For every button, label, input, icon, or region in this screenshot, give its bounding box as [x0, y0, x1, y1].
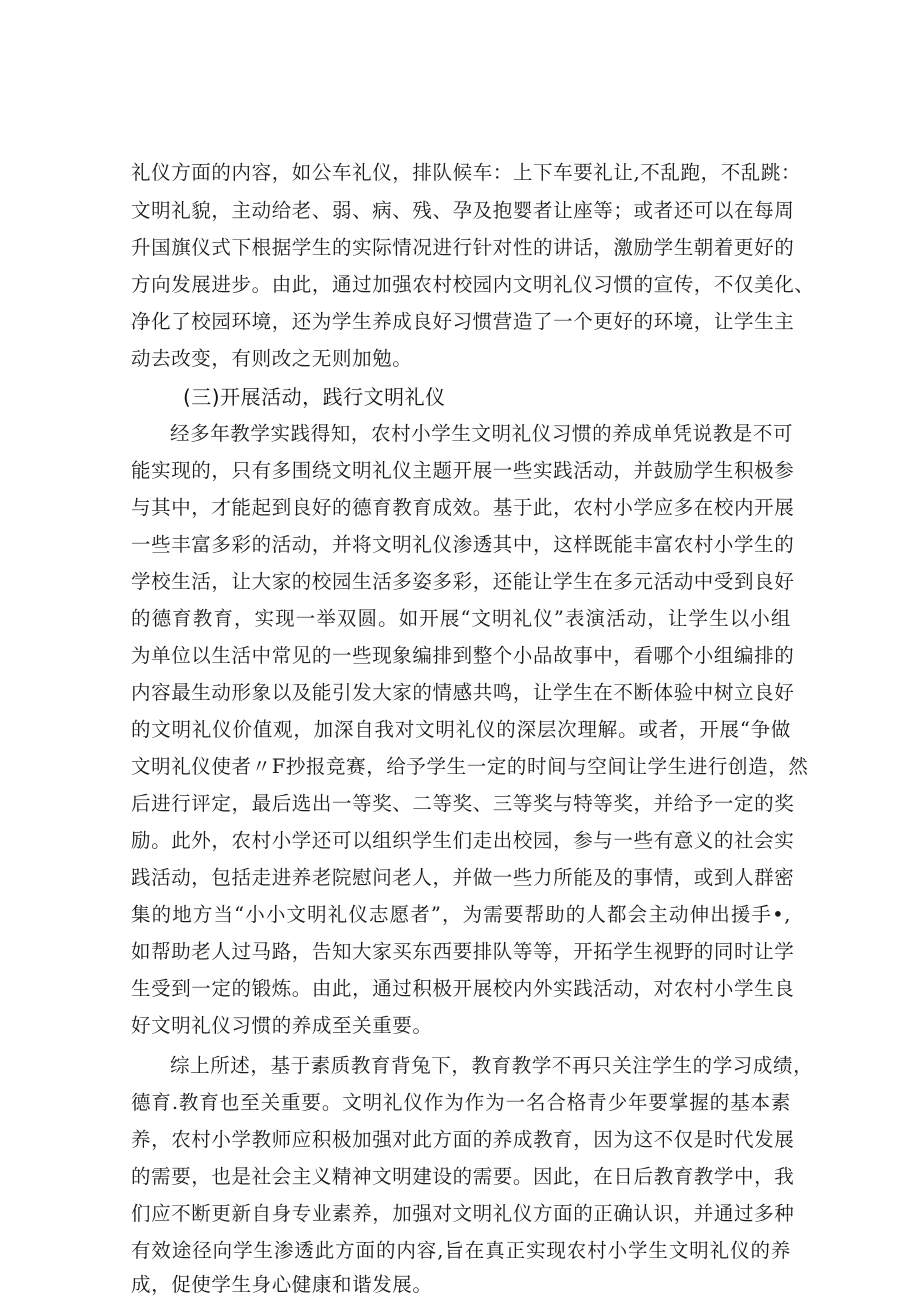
paragraph-2-line-6: 的德育教育，实现一举双圆。如开展“文明礼仪”表演活动，让学生以小组	[131, 607, 791, 630]
paragraph-2-line-14: 集的地方当“小小文明礼仪志愿者”，为需要帮助的人都会主动伸出援手•,	[131, 903, 791, 926]
paragraph-3-line-1: 综上所述，基于素质教育背兔下，教育教学不再只关注学生的学习成绩，	[170, 1054, 814, 1077]
paragraph-1-line-3: 升国旗仪式下根据学生的实际情况进行针对性的讲话，激励学生朝着更好的	[131, 236, 795, 259]
paragraph-1-line-4: 方向发展进步。由此，通过加强农村校园内文明礼仪习惯的宣传，不仅美化、	[131, 273, 815, 296]
paragraph-3-line-5: 们应不断更新自身专业素养，加强对文明礼仪方面的正确认识，并通过多种	[131, 1202, 795, 1225]
paragraph-2-line-10: 文明礼仪使者〃F抄报竞赛，给予学生一定的时间与空间让学生进行创造，然	[131, 755, 809, 778]
paragraph-1-line-2: 文明礼貌，主动给老、弱、病、残、孕及抱婴者让座等；或者还可以在每周	[131, 199, 795, 222]
paragraph-2-line-5: 学校生活，让大家的校园生活多姿多彩，还能让学生在多元活动中受到良好	[131, 570, 795, 593]
paragraph-3-line-3: 养，农村小学教师应积极加强对此方面的养成教育，因为这不仅是时代发展	[131, 1128, 795, 1151]
paragraph-2-line-3: 与其中，才能起到良好的德育教育成效。基于此，农村小学应多在校内开展	[131, 496, 795, 519]
paragraph-3-line-6: 有效途径向学生渗透此方面的内容,旨在真正实现农村小学生文明礼仪的养	[131, 1239, 791, 1262]
paragraph-2-line-1: 经多年教学实践得知，农村小学生文明礼仪习惯的养成单凭说教是不可	[170, 422, 794, 445]
section-heading: (三)开展活动，践行文明礼仪	[183, 385, 446, 409]
paragraph-2-line-13: 践活动，包括走进养老院慰问老人，并做一些力所能及的事情，或到人群密	[131, 866, 795, 889]
paragraph-1-line-1: 礼仪方面的内容，如公车礼仪，排队候车：上下车要礼让,不乱跑，不乱跳：	[131, 161, 802, 184]
paragraph-2-line-8: 内容最生动形象以及能引发大家的情感共鸣，让学生在不断体验中树立良好	[131, 681, 795, 704]
paragraph-2-line-12: 励。此外，农村小学还可以组织学生们走出校园，参与一些有意义的社会实	[131, 829, 795, 852]
paragraph-2-line-9: 的文明礼仪价值观，加深自我对文明礼仪的深层次理解。或者，开展“争做	[131, 718, 791, 741]
paragraph-2-line-15: 如帮助老人过马路，告知大家买东西要排队等等，开拓学生视野的同时让学	[131, 940, 795, 963]
paragraph-1-line-6: 动去改变，有则改之无则加勉。	[131, 347, 413, 370]
paragraph-2-line-7: 为单位以生活中常见的一些现象编排到整个小品故事中，看哪个小组编排的	[131, 644, 795, 667]
paragraph-3-line-7: 成，促使学生身心健康和谐发展。	[131, 1273, 433, 1296]
paragraph-3-line-2: 德育.教育也至关重要。文明礼仪作为作为一名合格青少年要掌握的基本素	[131, 1091, 791, 1114]
paragraph-3-line-4: 的需要，也是社会主义精神文明建设的需要。因此，在日后教育教学中，我	[131, 1165, 795, 1188]
paragraph-2-line-11: 后进行评定，最后选出一等奖、二等奖、三等奖与特等奖，并给予一定的奖	[131, 792, 795, 815]
paragraph-2-line-2: 能实现的，只有多围绕文明礼仪主题开展一些实践活动，并鼓励学生积极参	[131, 459, 795, 482]
paragraph-1-line-5: 净化了校园环境，还为学生养成良好习惯营造了一个更好的环境，让学生主	[131, 310, 795, 333]
paragraph-2-line-16: 生受到一定的锻炼。由此，通过积极开展校内外实践活动，对农村小学生良	[131, 977, 795, 1000]
paragraph-2-line-4: 一些丰富多彩的活动，并将文明礼仪渗透其中，这样既能丰富农村小学生的	[131, 533, 795, 556]
paragraph-2-line-17: 好文明礼仪习惯的养成至关重要。	[131, 1014, 433, 1037]
